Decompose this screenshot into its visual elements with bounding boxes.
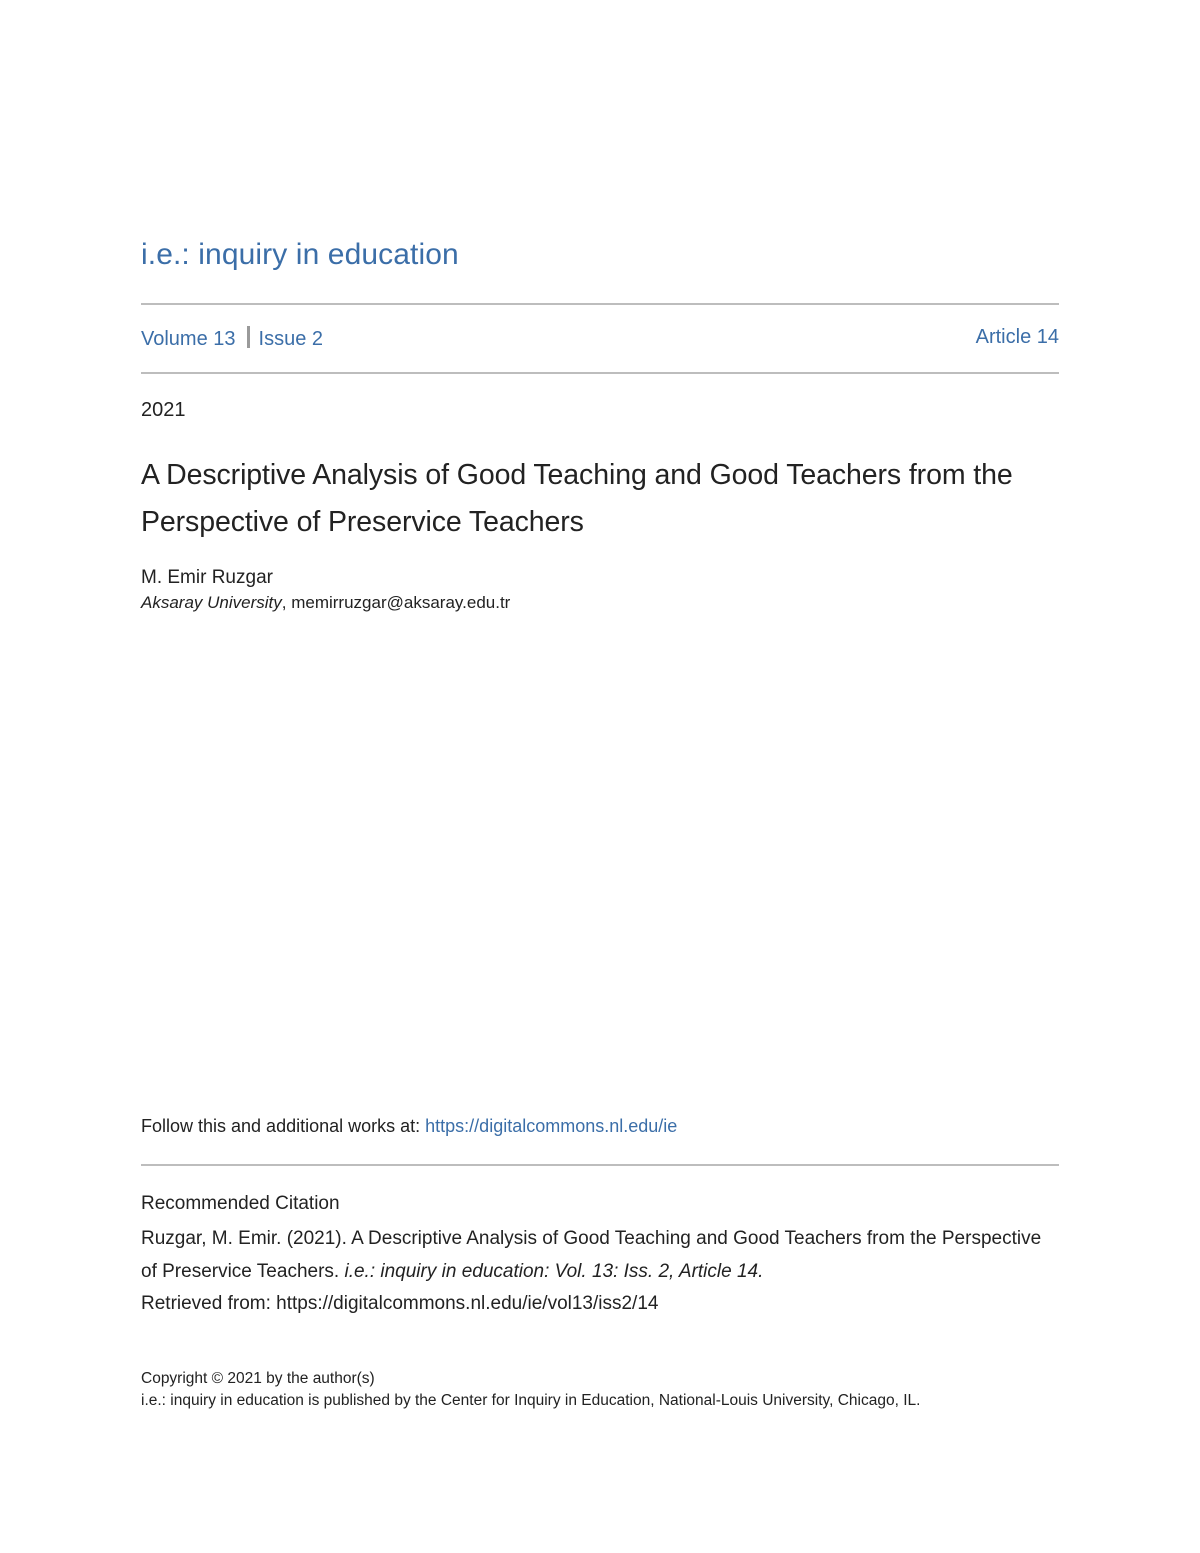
- citation-main: Ruzgar, M. Emir. (2021). A Descriptive Analysis of Good Teaching and Good Teachers from the Perspective of Preservice Teachers.: [141, 1228, 1042, 1282]
- issue-info-row: [141, 326, 1059, 356]
- author-affiliation: [141, 593, 510, 613]
- follow-line: [141, 1116, 677, 1137]
- volume-issue-group: [141, 326, 323, 351]
- recommended-citation-heading: Recommended Citation: [141, 1193, 340, 1214]
- publisher-line: i.e.: inquiry in education is published by the Center for Inquiry in Education, National-Louis University, Chicago, IL.: [141, 1392, 921, 1409]
- citation-text: [141, 1223, 1059, 1321]
- separator-bar: [247, 326, 250, 348]
- divider: [141, 1164, 1059, 1166]
- follow-link[interactable]: https://digitalcommons.nl.edu/ie: [425, 1116, 678, 1136]
- volume-link[interactable]: Volume 13: [141, 328, 236, 350]
- author-institution: Aksaray University: [141, 593, 282, 612]
- follow-text: Follow this and additional works at:: [141, 1116, 426, 1136]
- citation-retrieved: Retrieved from: https://digitalcommons.nl.edu/ie/vol13/iss2/14: [141, 1293, 659, 1314]
- journal-title[interactable]: i.e.: inquiry in education: [141, 238, 459, 271]
- divider: [141, 372, 1059, 374]
- article-title: A Descriptive Analysis of Good Teaching and Good Teachers from the Perspective of Preservice Teachers: [141, 459, 1013, 538]
- affiliation-separator: ,: [281, 593, 292, 612]
- author-email: memirruzgar@aksaray.edu.tr: [291, 593, 511, 612]
- article-number-link[interactable]: Article 14: [975, 326, 1059, 348]
- issue-link[interactable]: Issue 2: [258, 328, 323, 350]
- copyright-line: Copyright © 2021 by the author(s): [141, 1370, 375, 1387]
- author-name: M. Emir Ruzgar: [141, 567, 273, 588]
- publication-year: 2021: [141, 399, 186, 421]
- citation-journal-ref: i.e.: inquiry in education: Vol. 13: Iss. 2, Article 14.: [344, 1260, 764, 1282]
- divider: [141, 303, 1059, 305]
- copyright-block: [141, 1368, 920, 1412]
- cover-page: [141, 0, 1059, 1553]
